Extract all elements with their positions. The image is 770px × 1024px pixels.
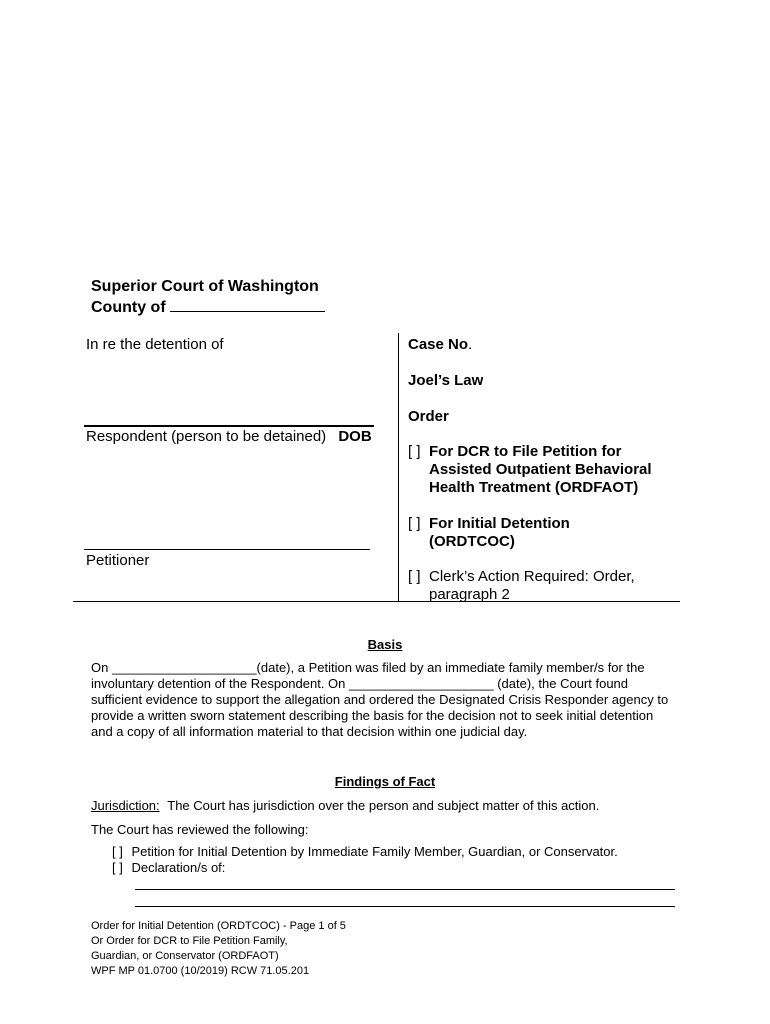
respondent-signature-line[interactable] (84, 425, 374, 427)
declaration-blank-line[interactable] (135, 906, 675, 907)
checkbox[interactable]: [ ] (112, 860, 123, 875)
checkbox[interactable]: [ ] (112, 844, 123, 859)
court-header (91, 277, 325, 318)
checkbox[interactable]: [ ] (408, 443, 421, 460)
caption-vertical-divider (398, 333, 399, 601)
case-no-punct: . (468, 336, 473, 353)
jurisdiction-line (91, 798, 599, 813)
option-ordtcoc[interactable] (408, 515, 608, 551)
option-label: For DCR to File Petition for Assisted Outpatient Behavioral Health Treatment (ORDFAOT) (429, 443, 652, 496)
jurisdiction-label: Jurisdiction: (91, 798, 160, 813)
law-name: Joel’s Law (408, 372, 484, 389)
checkbox[interactable]: [ ] (408, 515, 421, 532)
option-ordfaot[interactable] (408, 443, 678, 497)
checkbox[interactable]: [ ] (408, 568, 421, 585)
option-label: Clerk’s Action Required: Order, paragraph 2 (429, 568, 635, 603)
case-no (408, 336, 472, 354)
reviewed-item-petition[interactable] (112, 844, 618, 860)
reviewed-item-label: Declaration/s of: (131, 860, 226, 875)
respondent-label: Respondent (person to be detained) (86, 428, 327, 445)
footer-line: Order for Initial Detention (ORDTCOC) - Page 1 of 5 (91, 920, 346, 932)
petitioner-label: Petitioner (86, 552, 150, 569)
footer-line: Or Order for DCR to File Petition Family, (91, 935, 288, 947)
footer-line: Guardian, or Conservator (ORDFAOT) (91, 950, 279, 962)
respondent-line (86, 428, 372, 445)
dob-label: DOB (338, 428, 372, 445)
jurisdiction-text: The Court has jurisdiction over the person and subject matter of this action. (167, 798, 600, 813)
county-blank[interactable] (170, 297, 325, 312)
option-clerk-action[interactable] (408, 568, 658, 604)
option-label: For Initial Detention (ORDTCOC) (429, 515, 570, 550)
page-footer (91, 919, 346, 979)
petitioner-signature-line[interactable] (84, 549, 370, 550)
case-no-label: Case No (408, 336, 469, 353)
court-name: Superior Court of Washington (91, 278, 319, 295)
in-re-label: In re the detention of (86, 336, 224, 353)
findings-title: Findings of Fact (334, 774, 436, 789)
order-title: Order (408, 408, 449, 425)
basis-text: On ____________________(date), a Petition was filed by an immediate family member/s for the involuntary detention of the Respondent. On ____________________ (date), the Court found sufficient evidence to support the allegation and ordered the Designated Crisis Responder agency to provide a written sworn statement describing the basis for the decision not to seek initial detention and a copy of all information material to that decision within one judicial day. (91, 660, 669, 739)
basis-title: Basis (367, 637, 403, 652)
reviewed-item-declarations[interactable] (112, 860, 225, 876)
declaration-blank-line[interactable] (135, 889, 675, 890)
reviewed-item-label: Petition for Initial Detention by Immediate Family Member, Guardian, or Conservator. (131, 844, 618, 859)
county-line (91, 297, 325, 318)
footer-line: WPF MP 01.0700 (10/2019) RCW 71.05.201 (91, 965, 310, 977)
county-label: County of (91, 299, 166, 316)
reviewed-intro: The Court has reviewed the following: (91, 822, 309, 837)
